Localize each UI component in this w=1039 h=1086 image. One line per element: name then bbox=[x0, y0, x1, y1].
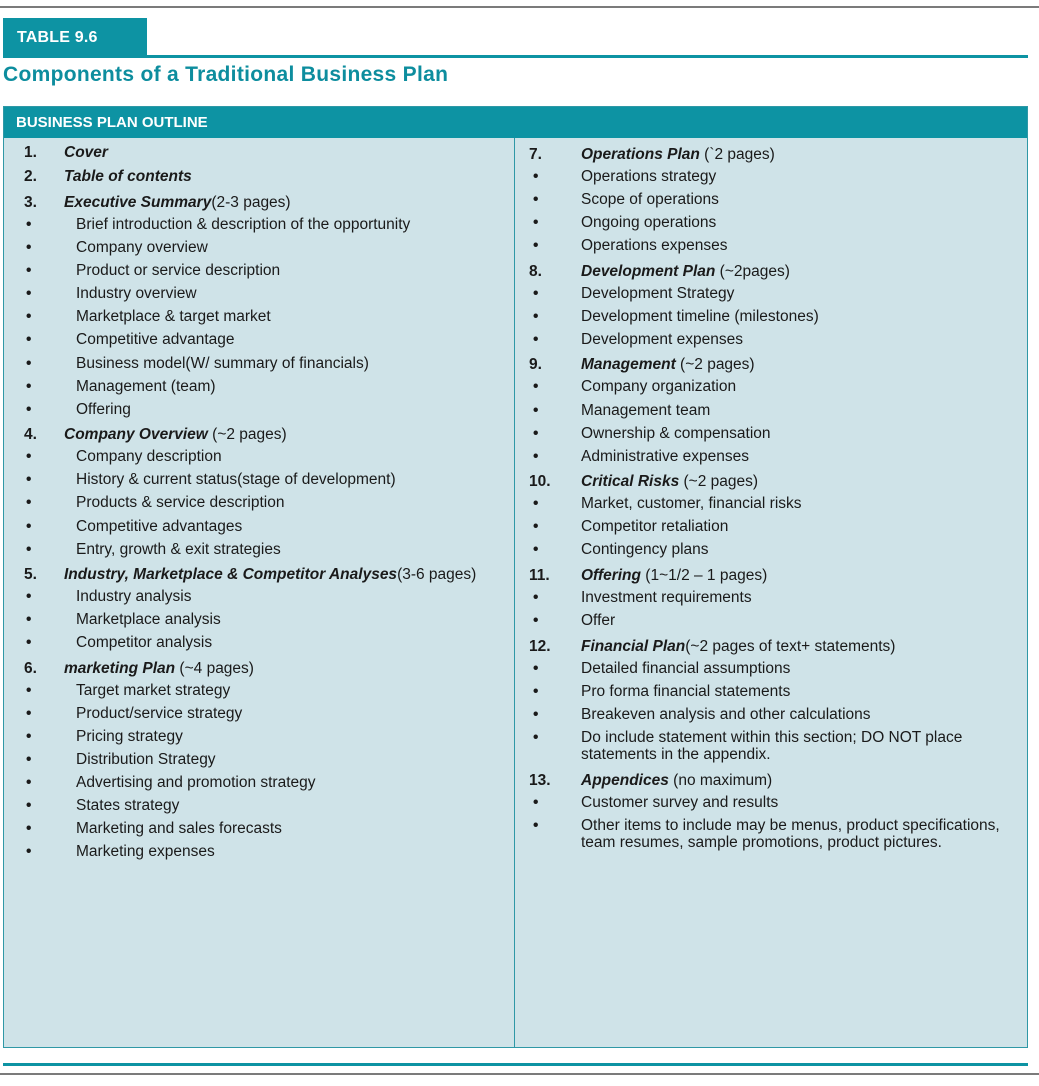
list-item-text: Management (team) bbox=[76, 377, 216, 395]
bullet-icon: • bbox=[533, 191, 539, 209]
list-item bbox=[529, 495, 1019, 513]
list-item-text: Development timeline (milestones) bbox=[581, 307, 819, 325]
section-title-wrap bbox=[581, 356, 755, 374]
list-item bbox=[529, 214, 1019, 232]
bullet-icon: • bbox=[26, 471, 32, 489]
bottom-rule-gray bbox=[0, 1073, 1039, 1075]
list-item bbox=[529, 683, 1019, 701]
left-column bbox=[24, 138, 506, 869]
bullet-icon: • bbox=[533, 518, 539, 536]
section-heading bbox=[24, 566, 506, 584]
list-item-text: Product or service description bbox=[76, 262, 281, 280]
bullet-icon: • bbox=[26, 820, 32, 838]
list-item bbox=[24, 216, 506, 234]
bullet-icon: • bbox=[26, 681, 32, 699]
list-item-text: Customer survey and results bbox=[581, 793, 779, 811]
list-item-text: Administrative expenses bbox=[581, 447, 749, 465]
section-title: Table of contents bbox=[64, 168, 192, 185]
list-item-text: Company description bbox=[76, 448, 222, 466]
list-item bbox=[529, 518, 1019, 536]
list-item-text: Industry overview bbox=[76, 285, 197, 303]
bottom-rule bbox=[3, 1063, 1028, 1066]
section-heading bbox=[529, 473, 1019, 491]
section-title: Industry, Marketplace & Competitor Analyses bbox=[64, 566, 398, 584]
section-title: Critical Risks bbox=[581, 473, 680, 491]
outline-section bbox=[24, 168, 506, 186]
list-item-text: Entry, growth & exit strategies bbox=[76, 540, 281, 558]
bullet-list bbox=[529, 168, 1019, 255]
bullet-icon: • bbox=[533, 237, 539, 255]
list-item bbox=[24, 774, 506, 792]
section-title: Executive Summary bbox=[64, 194, 212, 211]
list-item-text: Competitive advantage bbox=[76, 331, 235, 349]
list-item bbox=[529, 191, 1019, 209]
list-item-text: Marketing expenses bbox=[76, 843, 215, 861]
section-title-wrap bbox=[64, 144, 108, 162]
list-item bbox=[24, 820, 506, 838]
section-title: Offering bbox=[581, 566, 641, 584]
list-item-text: Product/service strategy bbox=[76, 704, 243, 722]
section-heading bbox=[24, 660, 506, 678]
bullet-icon: • bbox=[26, 285, 32, 303]
list-item bbox=[24, 308, 506, 326]
bullet-icon: • bbox=[26, 331, 32, 349]
section-number: 3. bbox=[24, 194, 37, 211]
list-item bbox=[529, 794, 1019, 812]
section-title-wrap bbox=[64, 660, 254, 678]
list-item-text: Management team bbox=[581, 401, 711, 419]
top-rule bbox=[0, 6, 1039, 8]
list-item-text: Brief introduction & description of the opportunity bbox=[76, 216, 411, 233]
bullet-icon: • bbox=[533, 401, 539, 419]
bullet-icon: • bbox=[533, 682, 539, 700]
outline-section bbox=[24, 144, 506, 162]
bullet-icon: • bbox=[26, 354, 32, 372]
list-item-text: Ownership & compensation bbox=[581, 424, 771, 442]
list-item bbox=[24, 448, 506, 466]
bullet-icon: • bbox=[533, 284, 539, 302]
outline-section bbox=[529, 356, 1019, 465]
list-item-text: Other items to include may be menus, product specifications, team resumes, sample promotions, product pictures. bbox=[581, 816, 1000, 852]
section-title-wrap bbox=[581, 567, 767, 585]
section-heading bbox=[24, 144, 506, 162]
list-item bbox=[24, 285, 506, 303]
bullet-list bbox=[529, 378, 1019, 465]
list-item-text: Detailed financial assumptions bbox=[581, 659, 791, 677]
section-heading bbox=[529, 772, 1019, 790]
bullet-icon: • bbox=[533, 816, 539, 834]
section-number: 12. bbox=[529, 637, 551, 655]
list-item-text: Breakeven analysis and other calculations bbox=[581, 705, 871, 723]
bullet-list bbox=[24, 216, 506, 418]
list-item-text: Contingency plans bbox=[581, 541, 709, 559]
list-item bbox=[529, 817, 1019, 852]
bullet-icon: • bbox=[26, 540, 32, 558]
bullet-icon: • bbox=[26, 239, 32, 257]
section-page-note: (~2 pages) bbox=[207, 426, 287, 444]
list-item-text: Scope of operations bbox=[581, 191, 719, 209]
bullet-icon: • bbox=[533, 307, 539, 325]
section-title-wrap bbox=[64, 566, 476, 584]
bullet-list bbox=[529, 495, 1019, 559]
section-page-note: (~2 pages) bbox=[679, 473, 759, 491]
section-number: 2. bbox=[24, 168, 37, 185]
list-item bbox=[529, 660, 1019, 678]
list-item bbox=[24, 471, 506, 489]
section-title: Development Plan bbox=[581, 262, 716, 280]
bullet-icon: • bbox=[26, 843, 32, 861]
section-number: 8. bbox=[529, 262, 542, 280]
bullet-icon: • bbox=[533, 588, 539, 606]
section-page-note: (`2 pages) bbox=[699, 146, 775, 163]
bullet-list bbox=[529, 285, 1019, 349]
bullet-icon: • bbox=[533, 330, 539, 348]
list-item-text: Operations strategy bbox=[581, 168, 717, 185]
section-page-note: (1~1/2 – 1 pages) bbox=[641, 566, 768, 584]
list-item bbox=[529, 402, 1019, 420]
list-item bbox=[24, 843, 506, 861]
bullet-icon: • bbox=[533, 447, 539, 465]
section-heading bbox=[529, 567, 1019, 585]
section-page-note: (no maximum) bbox=[668, 771, 773, 789]
section-page-note: (~2pages) bbox=[715, 262, 790, 280]
list-item-text: Investment requirements bbox=[581, 588, 752, 606]
list-item-text: Industry analysis bbox=[76, 588, 192, 606]
section-page-note: (~4 pages) bbox=[175, 659, 254, 677]
outline-section bbox=[24, 660, 506, 861]
list-item-text: History & current status(stage of development) bbox=[76, 471, 396, 489]
section-page-note: (~2 pages) bbox=[675, 356, 755, 374]
bullet-icon: • bbox=[26, 634, 32, 652]
list-item bbox=[24, 401, 506, 419]
list-item bbox=[24, 588, 506, 606]
list-item bbox=[529, 168, 1019, 186]
outline-section bbox=[529, 263, 1019, 349]
list-item-text: Do include statement within this section; DO NOT place statements in the appendix. bbox=[581, 728, 963, 764]
section-title: Operations Plan bbox=[581, 146, 700, 163]
section-title-wrap bbox=[64, 426, 287, 444]
list-item bbox=[529, 331, 1019, 349]
outline-section bbox=[24, 426, 506, 558]
list-item bbox=[24, 705, 506, 723]
bullet-icon: • bbox=[26, 494, 32, 512]
section-title-wrap bbox=[64, 194, 291, 212]
bullet-icon: • bbox=[26, 400, 32, 418]
section-page-note: (2-3 pages) bbox=[211, 194, 291, 211]
section-title-wrap bbox=[581, 638, 895, 656]
list-item bbox=[24, 518, 506, 536]
outline-section bbox=[529, 473, 1019, 559]
list-item bbox=[24, 797, 506, 815]
outline-section bbox=[529, 146, 1019, 255]
list-item bbox=[24, 751, 506, 769]
section-number: 9. bbox=[529, 356, 542, 374]
bullet-icon: • bbox=[533, 495, 539, 513]
bullet-icon: • bbox=[533, 424, 539, 442]
section-title-wrap bbox=[581, 772, 772, 790]
bullet-icon: • bbox=[26, 797, 32, 815]
section-page-note: (3-6 pages) bbox=[397, 566, 477, 584]
list-item bbox=[24, 331, 506, 349]
bullet-icon: • bbox=[533, 378, 539, 396]
bullet-icon: • bbox=[26, 704, 32, 722]
bullet-icon: • bbox=[26, 751, 32, 769]
bullet-list bbox=[24, 682, 506, 861]
list-item-text: States strategy bbox=[76, 797, 180, 815]
list-item-text: Target market strategy bbox=[76, 681, 231, 699]
bullet-list bbox=[529, 660, 1019, 764]
bullet-list bbox=[24, 448, 506, 558]
list-item-text: Offer bbox=[581, 612, 616, 630]
list-item-text: Distribution Strategy bbox=[76, 751, 216, 769]
section-heading bbox=[529, 356, 1019, 374]
section-title: Cover bbox=[64, 144, 108, 161]
list-item-text: Development expenses bbox=[581, 330, 743, 348]
outline-section bbox=[529, 567, 1019, 630]
section-number: 4. bbox=[24, 426, 37, 444]
section-title: Appendices bbox=[581, 771, 669, 789]
section-heading bbox=[529, 146, 1019, 164]
outline-section bbox=[24, 194, 506, 418]
outline-section bbox=[529, 772, 1019, 852]
list-item-text: Marketplace & target market bbox=[76, 308, 271, 326]
section-number: 7. bbox=[529, 146, 542, 163]
list-item bbox=[24, 378, 506, 396]
bullet-icon: • bbox=[533, 541, 539, 559]
right-column bbox=[529, 138, 1019, 860]
list-item bbox=[529, 612, 1019, 630]
bullet-icon: • bbox=[26, 216, 32, 233]
list-item bbox=[529, 308, 1019, 326]
bullet-icon: • bbox=[26, 517, 32, 535]
section-number: 10. bbox=[529, 473, 551, 491]
list-item bbox=[529, 425, 1019, 443]
section-number: 6. bbox=[24, 659, 37, 677]
list-item-text: Business model(W/ summary of financials) bbox=[76, 354, 369, 372]
list-item bbox=[24, 728, 506, 746]
bullet-icon: • bbox=[26, 262, 32, 280]
bullet-icon: • bbox=[533, 612, 539, 630]
list-item-text: Advertising and promotion strategy bbox=[76, 774, 316, 792]
bullet-list bbox=[529, 589, 1019, 630]
section-title-wrap bbox=[64, 168, 192, 186]
section-number: 5. bbox=[24, 566, 37, 584]
bullet-icon: • bbox=[533, 705, 539, 723]
list-item-text: Competitive advantages bbox=[76, 517, 243, 535]
list-item bbox=[529, 285, 1019, 303]
list-item bbox=[24, 611, 506, 629]
section-title: marketing Plan bbox=[64, 659, 176, 677]
list-item-text: Company organization bbox=[581, 378, 737, 396]
bullet-icon: • bbox=[26, 377, 32, 395]
list-item-text: Offering bbox=[76, 400, 131, 418]
list-item-text: Competitor analysis bbox=[76, 634, 213, 652]
section-title-wrap bbox=[581, 473, 758, 491]
list-item bbox=[24, 541, 506, 559]
section-title-wrap bbox=[581, 263, 790, 281]
list-item bbox=[24, 494, 506, 512]
list-item-text: Ongoing operations bbox=[581, 214, 717, 232]
list-item bbox=[24, 239, 506, 257]
list-item-text: Operations expenses bbox=[581, 237, 728, 255]
bullet-icon: • bbox=[26, 308, 32, 326]
list-item-text: Products & service description bbox=[76, 494, 285, 512]
table-number-tag: TABLE 9.6 bbox=[3, 18, 147, 56]
bullet-icon: • bbox=[26, 448, 32, 466]
section-title: Financial Plan bbox=[581, 637, 686, 655]
column-divider bbox=[514, 138, 515, 1048]
bullet-list bbox=[24, 588, 506, 652]
outline-section bbox=[24, 566, 506, 652]
bullet-icon: • bbox=[26, 611, 32, 629]
outline-section bbox=[529, 638, 1019, 764]
section-page-note: (~2 pages of text+ statements) bbox=[685, 637, 896, 655]
section-heading bbox=[24, 168, 506, 186]
section-title: Management bbox=[581, 356, 676, 374]
list-item-text: Marketing and sales forecasts bbox=[76, 820, 282, 838]
list-item bbox=[529, 729, 1019, 764]
bullet-icon: • bbox=[26, 774, 32, 792]
list-item-text: Pricing strategy bbox=[76, 728, 183, 745]
list-item bbox=[529, 448, 1019, 466]
tag-rule bbox=[3, 55, 1028, 58]
bullet-icon: • bbox=[26, 588, 32, 606]
list-item bbox=[529, 589, 1019, 607]
table-header: BUSINESS PLAN OUTLINE bbox=[4, 107, 1027, 138]
list-item-text: Company overview bbox=[76, 239, 208, 257]
list-item-text: Market, customer, financial risks bbox=[581, 495, 802, 513]
list-item bbox=[24, 262, 506, 280]
list-item bbox=[529, 378, 1019, 396]
section-heading bbox=[24, 426, 506, 444]
bullet-icon: • bbox=[533, 793, 539, 811]
business-plan-table bbox=[3, 106, 1028, 1048]
list-item-text: Pro forma financial statements bbox=[581, 682, 791, 700]
list-item-text: Development Strategy bbox=[581, 284, 735, 302]
section-heading bbox=[529, 263, 1019, 281]
section-heading bbox=[529, 638, 1019, 656]
bullet-icon: • bbox=[533, 214, 539, 232]
section-number: 13. bbox=[529, 771, 551, 789]
bullet-list bbox=[529, 794, 1019, 852]
list-item bbox=[24, 682, 506, 700]
bullet-icon: • bbox=[533, 168, 539, 185]
page-title: Components of a Traditional Business Plan bbox=[3, 63, 449, 86]
list-item bbox=[529, 706, 1019, 724]
list-item-text: Marketplace analysis bbox=[76, 611, 221, 629]
list-item bbox=[24, 634, 506, 652]
section-title: Company Overview bbox=[64, 426, 208, 444]
list-item bbox=[24, 355, 506, 373]
list-item bbox=[529, 541, 1019, 559]
section-heading bbox=[24, 194, 506, 212]
bullet-icon: • bbox=[26, 728, 32, 745]
bullet-icon: • bbox=[533, 728, 539, 746]
section-number: 1. bbox=[24, 144, 37, 161]
section-number: 11. bbox=[529, 566, 550, 584]
bullet-icon: • bbox=[533, 659, 539, 677]
section-title-wrap bbox=[581, 146, 775, 164]
list-item bbox=[529, 237, 1019, 255]
list-item-text: Competitor retaliation bbox=[581, 518, 729, 536]
